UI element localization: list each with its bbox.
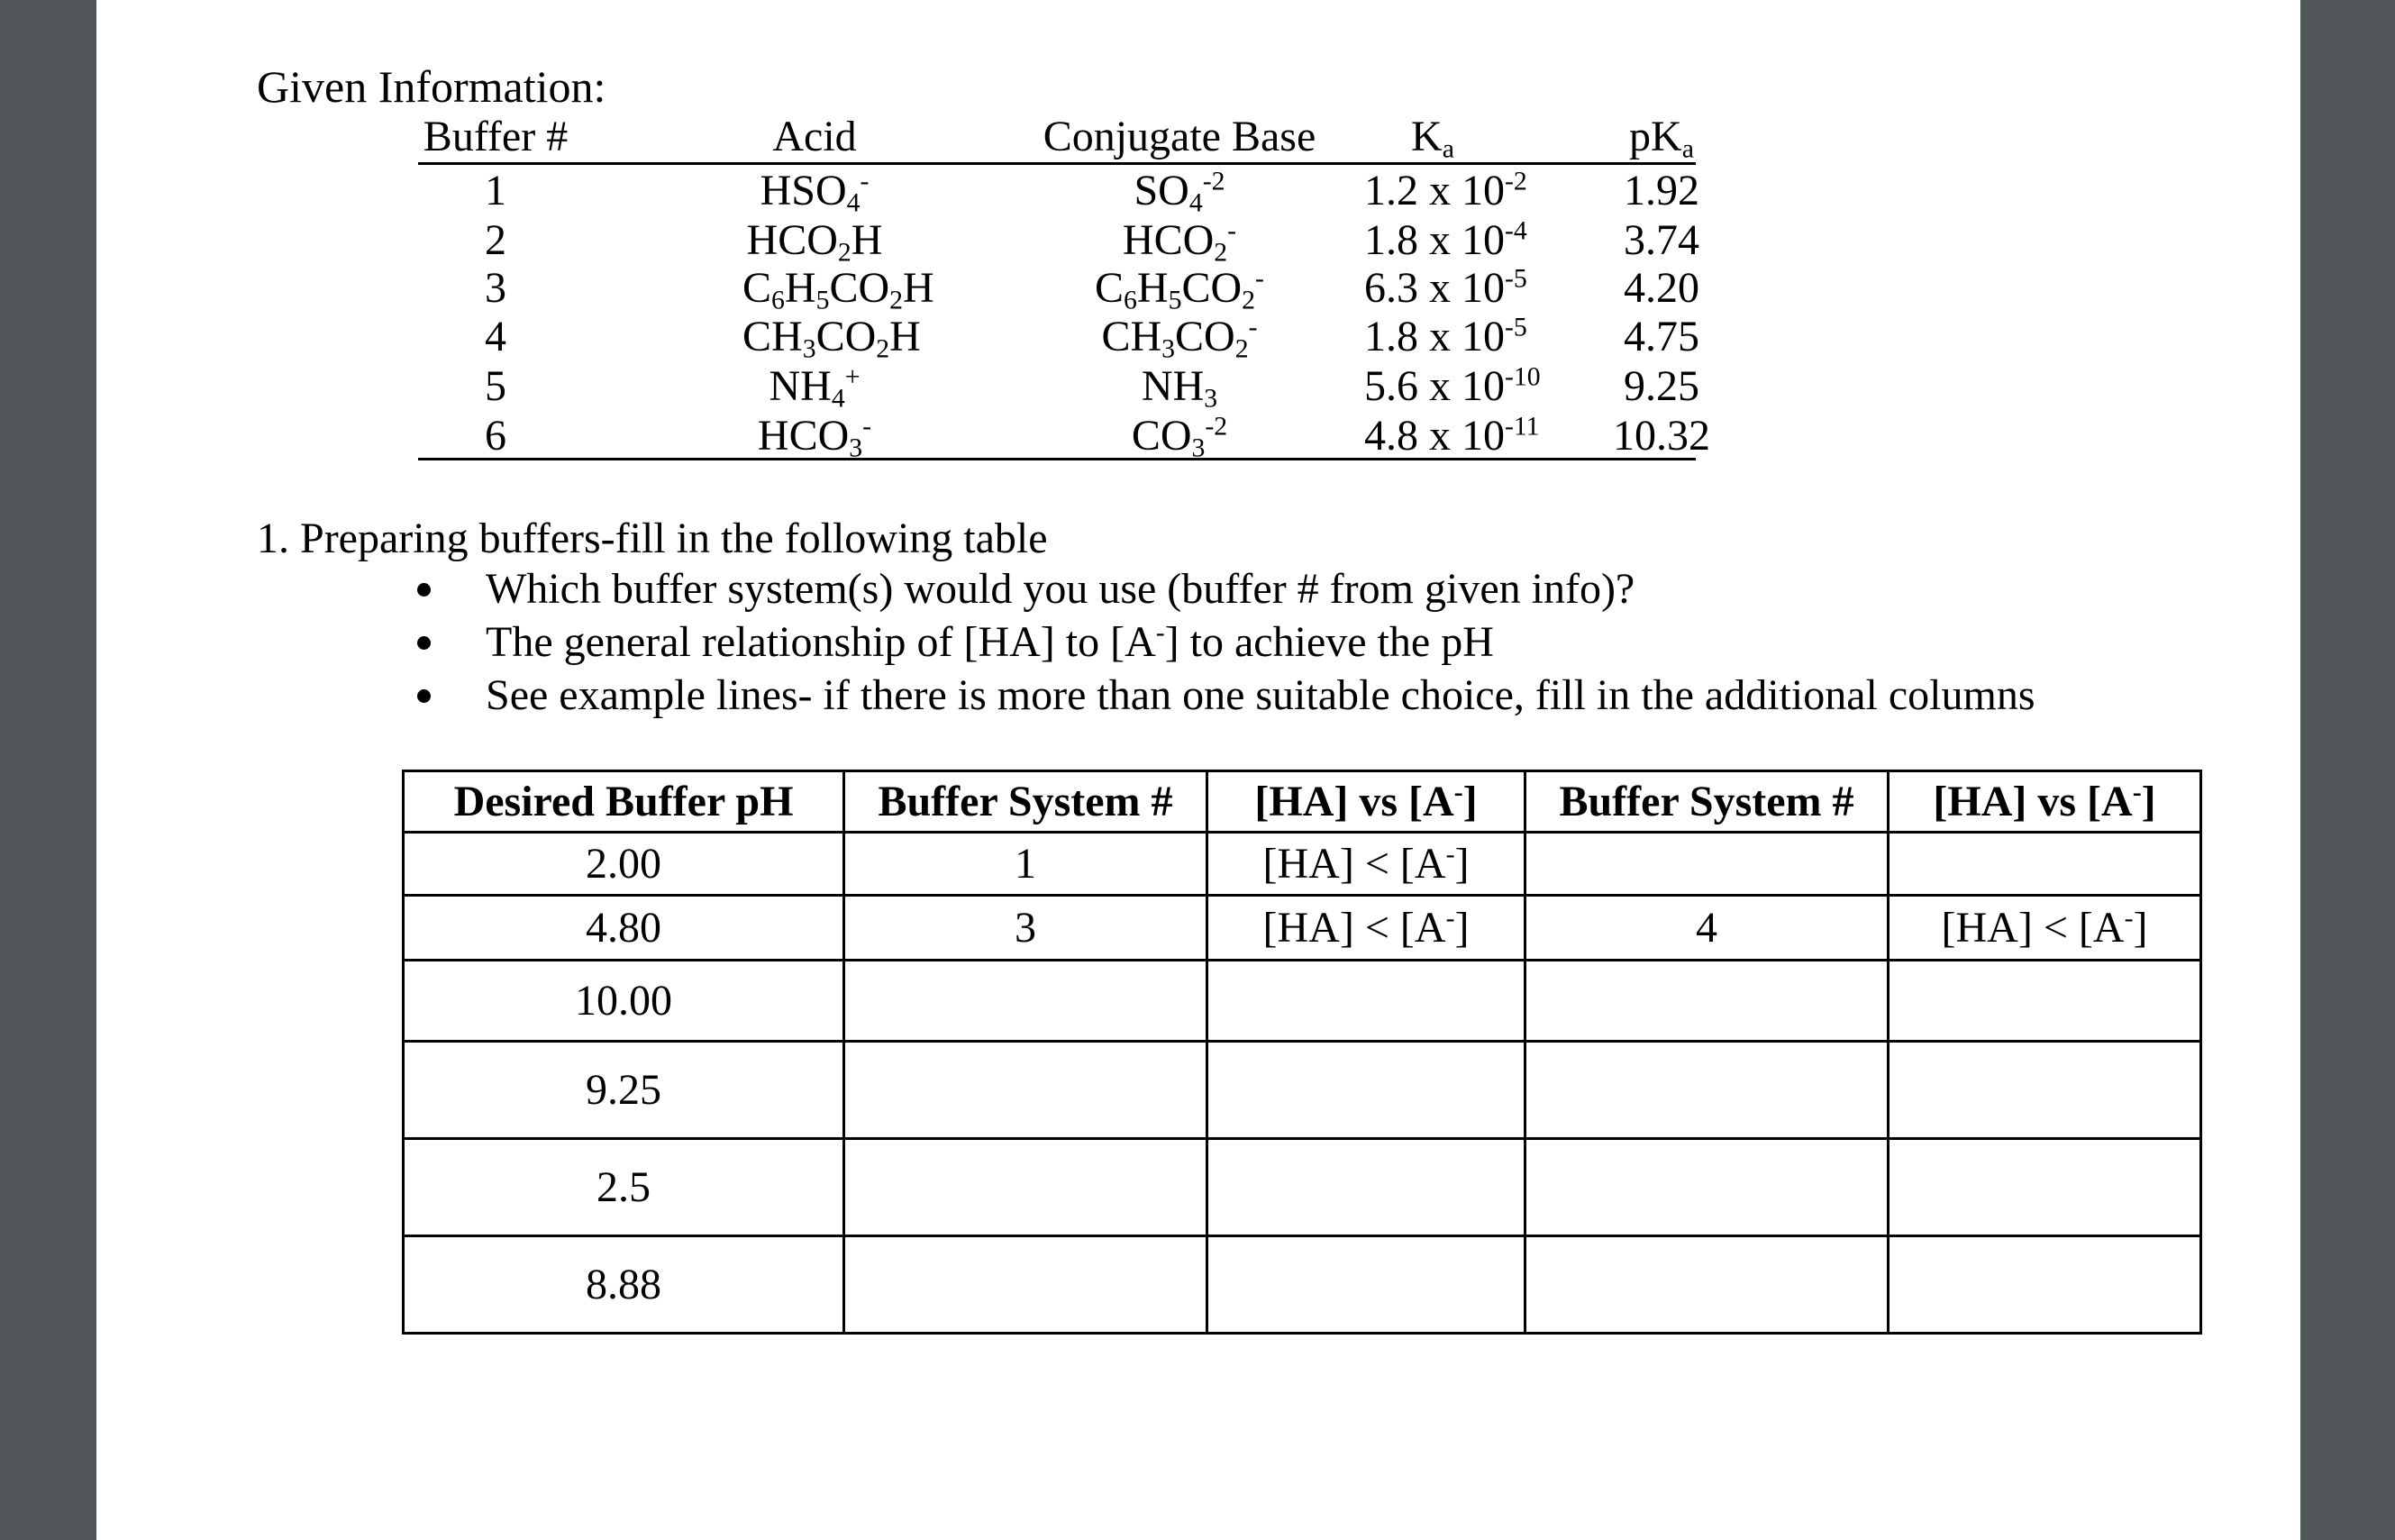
conjugate-base-formula: $NH_3$ — [1141, 362, 1218, 414]
acid-formula: $HCO_2H$ — [746, 216, 883, 268]
answer-blank-cell[interactable] — [1525, 1042, 1889, 1139]
desired-ph-cell: 10.00 — [404, 961, 844, 1042]
table-row — [404, 1042, 2201, 1139]
given-table-bottom-rule — [418, 458, 1696, 460]
acid-formula: $NH_4^+$ — [769, 361, 861, 414]
instruction-item: Which buffer system(s) would you use (buffer # from given info)? — [417, 562, 2035, 615]
fill-table-body — [404, 833, 2201, 1334]
conjugate-base-formula: $CH_3CO_2^-$ — [1101, 312, 1258, 364]
conjugate-base-formula: $CO_3^{-2}$ — [1131, 411, 1228, 463]
answer-blank-cell[interactable] — [1525, 1236, 1889, 1334]
buffer-fill-table — [402, 770, 2202, 1335]
header-buffer: Buffer # — [423, 113, 569, 160]
answer-blank-cell[interactable] — [1525, 1139, 1889, 1236]
answer-blank-cell[interactable] — [1889, 1236, 2201, 1334]
table-row — [404, 961, 2201, 1042]
fill-header-cell: Buffer System # — [1525, 771, 1889, 833]
table-row — [404, 1236, 2201, 1334]
ka-value: 6.3 x $10^{-5}$ — [1364, 263, 1527, 312]
acid-formula: $C_6H_5CO_2H$ — [742, 264, 934, 315]
fill-table-header-row — [404, 771, 2201, 833]
answer-blank-cell[interactable] — [1889, 1042, 2201, 1139]
instruction-item: See example lines- if there is more than one suitable choice, fill in the additional columns — [417, 669, 2035, 722]
answer-cell[interactable]: 4 — [1525, 896, 1889, 961]
answer-blank-cell[interactable] — [1525, 833, 1889, 896]
answer-blank-cell[interactable] — [1207, 1139, 1525, 1236]
bullet-dot — [417, 583, 431, 597]
instructions-list — [417, 562, 2035, 722]
desired-ph-cell: 2.00 — [404, 833, 844, 896]
conjugate-base-formula: $C_6H_5CO_2^-$ — [1095, 263, 1264, 315]
table-row — [404, 833, 2201, 896]
answer-blank-cell[interactable] — [1207, 961, 1525, 1042]
buffer-number: 1 — [485, 167, 506, 214]
given-row — [418, 263, 1699, 315]
given-row — [418, 166, 1699, 218]
answer-blank-cell[interactable] — [1889, 1139, 2201, 1236]
fill-header-cell: [HA] vs [A-] — [1207, 771, 1525, 833]
table-row — [404, 896, 2201, 961]
bullet-dot — [417, 636, 431, 650]
given-information-table — [418, 112, 1710, 463]
answer-blank-cell[interactable] — [844, 1139, 1207, 1236]
fill-header-cell: Buffer System # — [844, 771, 1207, 833]
answer-blank-cell[interactable] — [1207, 1236, 1525, 1334]
header-pka: $pK_a$ — [1629, 113, 1694, 164]
answer-blank-cell[interactable] — [844, 1236, 1207, 1334]
answer-blank-cell[interactable] — [844, 1042, 1207, 1139]
document-page — [96, 0, 2300, 1540]
answer-blank-cell[interactable] — [1207, 1042, 1525, 1139]
answer-blank-cell[interactable] — [1525, 961, 1889, 1042]
buffer-number: 4 — [485, 313, 506, 360]
answer-cell[interactable]: [HA] < [A-] — [1889, 896, 2201, 961]
ka-value: 5.6 x $10^{-10}$ — [1364, 361, 1541, 410]
bullet-dot — [417, 689, 431, 703]
desired-ph-cell: 8.88 — [404, 1236, 844, 1334]
given-row — [418, 312, 1699, 364]
answer-blank-cell[interactable] — [1889, 833, 2201, 896]
pka-value: 4.20 — [1624, 264, 1699, 312]
pka-value: 3.74 — [1624, 216, 1699, 264]
answer-cell[interactable]: [HA] < [A-] — [1207, 833, 1525, 896]
buffer-number: 5 — [485, 362, 506, 410]
fill-header-cell: [HA] vs [A-] — [1889, 771, 2201, 833]
conjugate-base-formula: $SO_4^{-2}$ — [1134, 166, 1225, 218]
given-row — [418, 411, 1710, 463]
answer-blank-cell[interactable] — [844, 961, 1207, 1042]
pka-value: 1.92 — [1624, 167, 1699, 214]
acid-formula: $HSO_4^-$ — [760, 166, 870, 218]
given-table-header — [418, 112, 1696, 165]
acid-formula: $CH_3CO_2H$ — [742, 313, 921, 364]
given-row — [418, 215, 1699, 268]
buffer-number: 3 — [485, 264, 506, 312]
ka-value: 1.2 x $10^{-2}$ — [1364, 166, 1527, 214]
answer-blank-cell[interactable] — [1889, 961, 2201, 1042]
ka-value: 1.8 x $10^{-4}$ — [1364, 215, 1527, 264]
header-ka: $K_a$ — [1411, 113, 1454, 164]
answer-cell[interactable]: 1 — [844, 833, 1207, 896]
desired-ph-cell: 9.25 — [404, 1042, 844, 1139]
ka-value: 1.8 x $10^{-5}$ — [1364, 312, 1527, 360]
table-row — [404, 1139, 2201, 1236]
answer-cell[interactable]: 3 — [844, 896, 1207, 961]
pka-value: 9.25 — [1624, 362, 1699, 410]
fill-header-cell: Desired Buffer pH — [404, 771, 844, 833]
question-title: 1. Preparing buffers-fill in the following table — [257, 515, 1048, 562]
given-information-title: Given Information: — [257, 61, 606, 112]
pka-value: 4.75 — [1624, 313, 1699, 360]
acid-formula: $HCO_3^-$ — [757, 411, 872, 463]
conjugate-base-formula: $HCO_2^-$ — [1122, 215, 1237, 268]
desired-ph-cell: 4.80 — [404, 896, 844, 961]
answer-cell[interactable]: [HA] < [A-] — [1207, 896, 1525, 961]
buffer-number: 2 — [485, 216, 506, 264]
header-conjugate-base: Conjugate Base — [1043, 113, 1316, 160]
desired-ph-cell: 2.5 — [404, 1139, 844, 1236]
ka-value: 4.8 x $10^{-11}$ — [1364, 411, 1540, 460]
header-acid: Acid — [772, 113, 857, 160]
buffer-number: 6 — [485, 412, 506, 460]
given-row — [418, 361, 1699, 414]
pka-value: 10.32 — [1613, 412, 1710, 460]
instruction-item: The general relationship of [HA] to [A-] to achieve the pH — [417, 615, 2035, 669]
